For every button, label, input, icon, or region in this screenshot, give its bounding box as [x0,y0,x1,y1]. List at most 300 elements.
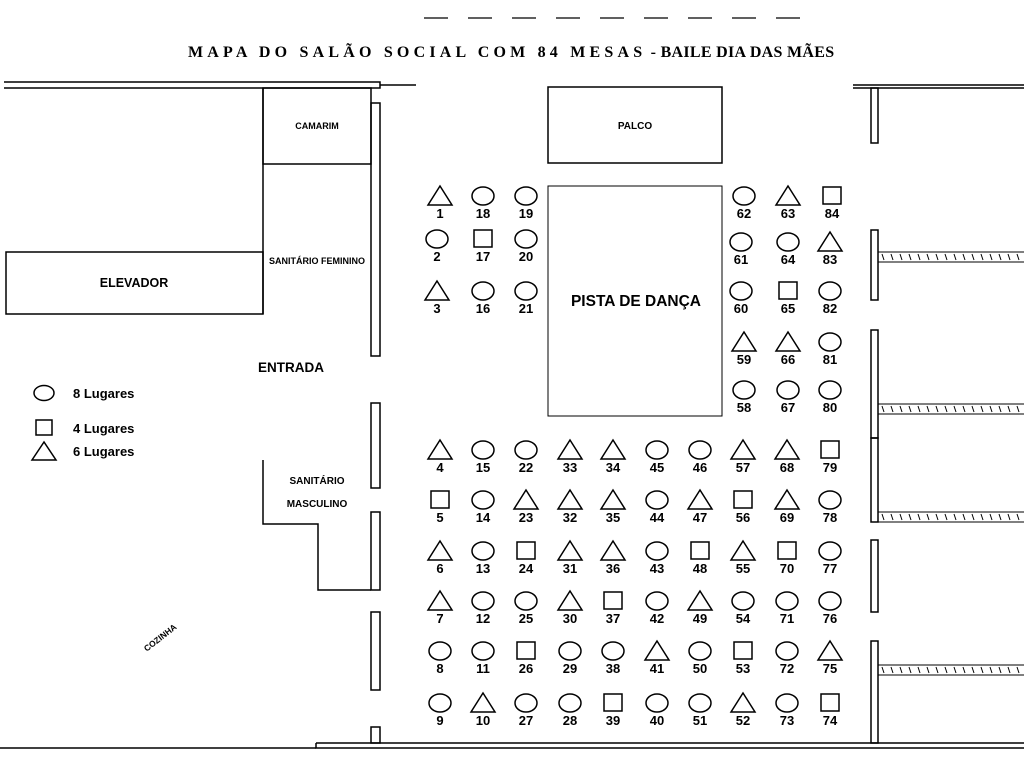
railing-tick [900,254,902,260]
table-28[interactable] [559,694,581,728]
table-62[interactable] [733,187,755,221]
railing-tick [909,667,911,673]
table-52[interactable] [731,693,755,728]
legend-item-6-lugares [32,442,134,460]
table-number: 83 [822,252,838,267]
table-2[interactable] [426,230,448,264]
table-44[interactable] [646,491,668,525]
railing-tick [900,514,902,520]
table-number: 82 [822,301,838,316]
triangle-icon [775,490,799,509]
table-number: 63 [780,206,796,221]
railing-tick [918,406,920,412]
table-58[interactable] [733,381,755,415]
table-13[interactable] [472,542,494,576]
circle-icon [730,233,752,251]
circle-icon [429,642,451,660]
circle-icon [472,187,494,205]
circle-icon [515,230,537,248]
table-61[interactable] [730,233,752,267]
railing-tick [1017,667,1019,673]
circle-icon [515,694,537,712]
table-number: 50 [692,661,708,676]
table-number: 69 [779,510,795,525]
railing-tick [999,406,1001,412]
table-number: 60 [733,301,749,316]
table-number: 43 [649,561,665,576]
table-30[interactable] [558,591,582,626]
table-number: 22 [518,460,534,475]
circle-icon [646,592,668,610]
tables [425,186,842,728]
railing-tick [981,254,983,260]
triangle-icon [776,332,800,351]
table-33[interactable] [558,440,582,475]
railing-tick [918,254,920,260]
table-70[interactable] [778,542,796,576]
circle-icon [472,642,494,660]
table-79[interactable] [821,441,839,475]
table-number: 1 [436,206,444,221]
triangle-icon [32,442,56,460]
circle-icon [559,694,581,712]
table-number: 19 [518,206,534,221]
table-number: 76 [822,611,838,626]
square-icon [517,542,535,559]
circle-icon [472,542,494,560]
table-67[interactable] [777,381,799,415]
table-number: 84 [824,206,840,221]
railing-tick [882,254,884,260]
table-number: 58 [736,400,752,415]
table-number: 31 [562,561,578,576]
square-icon [734,491,752,508]
table-number: 66 [780,352,796,367]
railing-tick [1008,254,1010,260]
square-icon [691,542,709,559]
table-49[interactable] [688,591,712,626]
railing-tick [909,254,911,260]
circle-icon [429,694,451,712]
circle-icon [515,282,537,300]
room-label: PISTA DE DANÇA [570,293,702,310]
table-number: 5 [436,510,444,525]
entrada-label: ENTRADA [258,360,324,375]
table-68[interactable] [775,440,799,475]
table-number: 9 [436,713,444,728]
table-35[interactable] [601,490,625,525]
table-number: 74 [822,713,838,728]
table-9[interactable] [429,694,451,728]
railing-tick [972,667,974,673]
table-number: 73 [779,713,795,728]
square-icon [431,491,449,508]
square-icon [823,187,841,204]
railing-tick [1008,667,1010,673]
table-number: 27 [518,713,534,728]
table-74[interactable] [821,694,839,728]
table-number: 13 [475,561,491,576]
table-number: 55 [735,561,751,576]
table-83[interactable] [818,232,842,267]
railing-tick [918,514,920,520]
table-72[interactable] [776,642,798,676]
table-20[interactable] [515,230,537,264]
railing-tick [882,406,884,412]
table-26[interactable] [517,642,535,676]
table-76[interactable] [819,592,841,626]
table-number: 46 [692,460,708,475]
table-82[interactable] [819,282,841,316]
railing-tick [891,406,893,412]
circle-icon [472,441,494,459]
table-number: 29 [562,661,578,676]
railing-tick [936,667,938,673]
triangle-icon [471,693,495,712]
pista-de-danca [548,186,722,416]
triangle-icon [818,232,842,251]
circle-icon [689,441,711,459]
railing-tick [1017,406,1019,412]
railing-tick [990,254,992,260]
table-number: 70 [779,561,795,576]
circle-icon [515,187,537,205]
square-icon [474,230,492,247]
table-55[interactable] [731,541,755,576]
circle-icon [819,491,841,509]
railing-tick [963,406,965,412]
table-number: 71 [779,611,795,626]
table-5[interactable] [431,491,449,525]
table-51[interactable] [689,694,711,728]
table-number: 20 [518,249,534,264]
triangle-icon [601,440,625,459]
room-sanitario-feminino: SANITÁRIO FEMININO [269,256,365,266]
legend [32,386,134,461]
railing-tick [963,254,965,260]
table-43[interactable] [646,542,668,576]
circle-icon [732,592,754,610]
railing [878,404,1024,414]
circle-icon [472,282,494,300]
table-number: 2 [433,249,441,264]
table-65[interactable] [779,282,797,316]
legend-label: 8 Lugares [73,386,135,401]
railing-tick [954,667,956,673]
circle-icon [733,381,755,399]
table-number: 64 [780,252,796,267]
cozinha-label: COZINHA [141,621,179,654]
table-number: 65 [780,301,796,316]
square-icon [604,694,622,711]
table-73[interactable] [776,694,798,728]
table-53[interactable] [734,642,752,676]
table-number: 51 [692,713,708,728]
table-25[interactable] [515,592,537,626]
table-number: 62 [736,206,752,221]
railing-tick [945,254,947,260]
table-number: 40 [649,713,665,728]
table-15[interactable] [472,441,494,475]
table-27[interactable] [515,694,537,728]
table-71[interactable] [776,592,798,626]
table-number: 4 [436,460,444,475]
table-number: 3 [433,301,441,316]
table-number: 7 [436,611,444,626]
table-81[interactable] [819,333,841,367]
sanitario-masculino-label: SANITÁRIO [289,476,345,487]
table-47[interactable] [688,490,712,525]
table-number: 8 [436,661,444,676]
circle-icon [819,333,841,351]
railing-tick [891,667,893,673]
table-number: 30 [562,611,578,626]
triangle-icon [428,186,452,205]
railing-tick [972,406,974,412]
railings [878,252,1024,675]
railing-tick [981,406,983,412]
table-number: 24 [518,561,534,576]
railing-tick [1008,514,1010,520]
table-6[interactable] [428,541,452,576]
table-23[interactable] [514,490,538,525]
triangle-icon [428,591,452,610]
sanitario-masculino-label: MASCULINO [286,499,348,510]
square-icon [779,282,797,299]
table-number: 10 [475,713,491,728]
circle-icon [646,491,668,509]
table-80[interactable] [819,381,841,415]
table-number: 38 [605,661,621,676]
triangle-icon [558,490,582,509]
table-45[interactable] [646,441,668,475]
table-number: 81 [822,352,838,367]
legend-label: 6 Lugares [73,444,135,459]
table-number: 17 [475,249,491,264]
table-64[interactable] [777,233,799,267]
square-icon [604,592,622,609]
table-number: 21 [518,301,534,316]
table-48[interactable] [691,542,709,576]
table-number: 14 [475,510,491,525]
table-number: 23 [518,510,534,525]
railing-tick [936,406,938,412]
railing-tick [945,667,947,673]
railing-tick [981,667,983,673]
table-number: 42 [649,611,665,626]
table-77[interactable] [819,542,841,576]
railing-tick [936,254,938,260]
circle-icon [776,694,798,712]
circle-icon [730,282,752,300]
page-title: MAPA DO SALÃO SOCIAL COM 84 MESAS - BAILE DIA DAS MÃES [188,44,835,61]
table-number: 52 [735,713,751,728]
circle-icon [776,642,798,660]
table-number: 35 [605,510,621,525]
railing-tick [945,406,947,412]
table-22[interactable] [515,441,537,475]
triangle-icon [645,641,669,660]
table-78[interactable] [819,491,841,525]
table-42[interactable] [646,592,668,626]
table-number: 16 [475,301,491,316]
table-number: 32 [562,510,578,525]
railing-tick [1017,254,1019,260]
circle-icon [819,592,841,610]
railing-tick [909,514,911,520]
railing-tick [882,667,884,673]
triangle-icon [428,541,452,560]
triangle-icon [558,541,582,560]
square-icon [36,420,52,435]
table-1[interactable] [428,186,452,221]
circle-icon [733,187,755,205]
railing-tick [954,406,956,412]
table-number: 39 [605,713,621,728]
table-4[interactable] [428,440,452,475]
railing-tick [999,667,1001,673]
circle-icon [426,230,448,248]
table-50[interactable] [689,642,711,676]
railing [878,512,1024,522]
triangle-icon [514,490,538,509]
table-number: 78 [822,510,838,525]
table-11[interactable] [472,642,494,676]
table-21[interactable] [515,282,537,316]
circle-icon [472,491,494,509]
table-number: 41 [649,661,665,676]
circle-icon [515,441,537,459]
railing-tick [909,406,911,412]
table-number: 11 [476,661,490,676]
table-39[interactable] [604,694,622,728]
table-number: 67 [780,400,796,415]
room-palco [548,87,722,163]
legend-item-4-lugares [36,420,134,436]
railing-tick [900,667,902,673]
table-number: 18 [475,206,491,221]
triangle-icon [558,440,582,459]
table-37[interactable] [604,592,622,626]
railing-tick [990,667,992,673]
table-75[interactable] [818,641,842,676]
table-38[interactable] [602,642,624,676]
table-number: 25 [518,611,534,626]
table-41[interactable] [645,641,669,676]
table-number: 34 [605,460,621,475]
table-number: 53 [735,661,751,676]
table-31[interactable] [558,541,582,576]
table-57[interactable] [731,440,755,475]
table-40[interactable] [646,694,668,728]
triangle-icon [425,281,449,300]
circle-icon [776,592,798,610]
table-60[interactable] [730,282,752,316]
railing-tick [1017,514,1019,520]
railing-tick [927,514,929,520]
table-number: 6 [436,561,444,576]
triangle-icon [601,541,625,560]
table-56[interactable] [734,491,752,525]
circle-icon [515,592,537,610]
circle-icon [646,694,668,712]
table-number: 37 [605,611,621,626]
table-14[interactable] [472,491,494,525]
table-34[interactable] [601,440,625,475]
table-number: 49 [692,611,708,626]
table-3[interactable] [425,281,449,316]
table-17[interactable] [474,230,492,264]
table-10[interactable] [471,693,495,728]
table-number: 56 [735,510,751,525]
square-icon [821,441,839,458]
triangle-icon [428,440,452,459]
railing-tick [891,254,893,260]
railing [878,665,1024,675]
table-18[interactable] [472,187,494,221]
table-number: 45 [649,460,665,475]
railing-tick [891,514,893,520]
railing [878,252,1024,262]
square-icon [734,642,752,659]
railing-tick [999,514,1001,520]
table-number: 28 [562,713,578,728]
table-number: 57 [735,460,751,475]
railing-tick [954,254,956,260]
room-label: PALCO [617,121,653,132]
railing-tick [927,667,929,673]
table-46[interactable] [689,441,711,475]
table-number: 75 [822,661,838,676]
table-number: 15 [475,460,491,475]
table-69[interactable] [775,490,799,525]
railing-tick [972,254,974,260]
table-66[interactable] [776,332,800,367]
circle-icon [819,381,841,399]
railing-tick [963,667,965,673]
table-54[interactable] [732,592,754,626]
table-84[interactable] [823,187,841,221]
circle-icon [777,381,799,399]
table-59[interactable] [732,332,756,367]
table-29[interactable] [559,642,581,676]
circle-icon [819,542,841,560]
circle-icon [559,642,581,660]
table-7[interactable] [428,591,452,626]
table-number: 61 [733,252,749,267]
room-label: ELEVADOR [99,276,169,290]
table-36[interactable] [601,541,625,576]
table-8[interactable] [429,642,451,676]
table-number: 79 [822,460,838,475]
circle-icon [689,642,711,660]
table-16[interactable] [472,282,494,316]
railing-tick [990,406,992,412]
triangle-icon [731,541,755,560]
railing-tick [1008,406,1010,412]
table-number: 54 [735,611,751,626]
table-24[interactable] [517,542,535,576]
room-elevador [6,252,263,314]
table-19[interactable] [515,187,537,221]
triangle-icon [732,332,756,351]
table-63[interactable] [776,186,800,221]
table-12[interactable] [472,592,494,626]
legend-label: 4 Lugares [73,421,135,436]
railing-tick [963,514,965,520]
table-32[interactable] [558,490,582,525]
table-number: 33 [562,460,578,475]
